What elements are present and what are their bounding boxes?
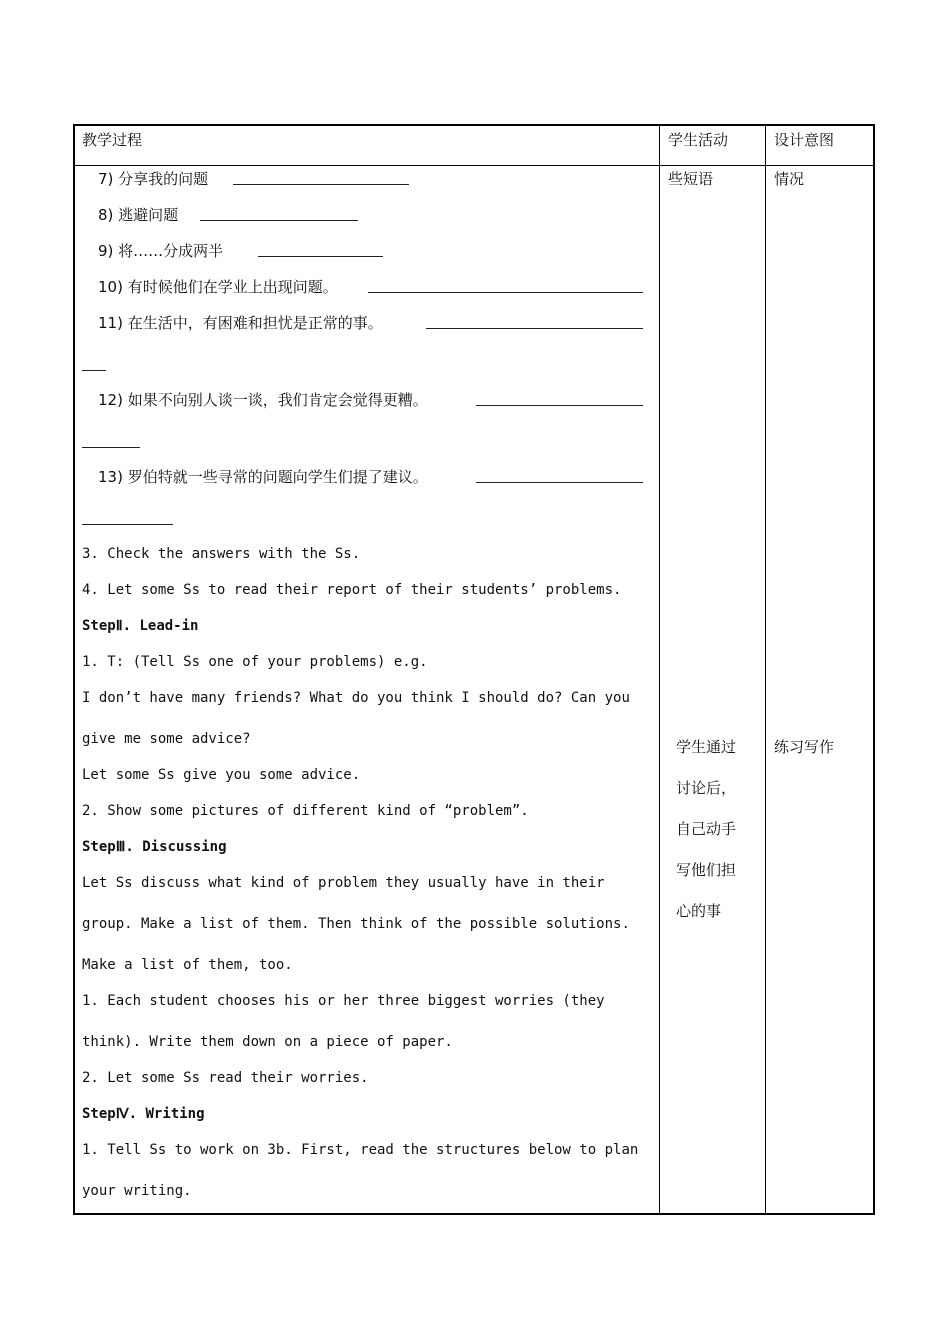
design-intent-writing: 练习写作 xyxy=(774,738,835,756)
step-line: your writing. xyxy=(82,1183,192,1199)
step-line: 2. Let some Ss read their worries. xyxy=(82,1070,369,1086)
phrase-item: 13) 罗伯特就一些寻常的问题向学生们提了建议。 xyxy=(98,468,428,486)
answer-blank[interactable] xyxy=(258,256,383,257)
phrase-item: 7) 分享我的问题 xyxy=(98,170,209,188)
step-heading: StepⅣ. Writing xyxy=(82,1106,205,1122)
step-line: 3. Check the answers with the Ss. xyxy=(82,546,361,562)
answer-blank[interactable] xyxy=(476,405,643,406)
step-line: 1. Each student chooses his or her three biggest worries (they xyxy=(82,993,605,1009)
step-line: 1. Tell Ss to work on 3b. First, read the structures below to plan xyxy=(82,1142,639,1158)
phrase-item: 10) 有时候他们在学业上出现问题。 xyxy=(98,278,338,296)
student-activity-line: 讨论后， xyxy=(676,779,737,797)
phrase-item: 9) 将……分成两半 xyxy=(98,242,224,260)
answer-blank[interactable] xyxy=(200,220,358,221)
column-divider-1 xyxy=(659,126,660,1213)
step-line: Make a list of them, too. xyxy=(82,957,293,973)
step-line: Let some Ss give you some advice. xyxy=(82,767,361,783)
step-line: 1. T: (Tell Ss one of your problems) e.g. xyxy=(82,654,428,670)
answer-blank-continued[interactable] xyxy=(82,370,106,371)
step-line: I don’t have many friends? What do you think I should do? Can you xyxy=(82,690,630,706)
step-line: 2. Show some pictures of different kind of “problem”. xyxy=(82,803,529,819)
answer-blank[interactable] xyxy=(233,184,409,185)
step-line: 4. Let some Ss to read their report of their students’ problems. xyxy=(82,582,622,598)
step-heading: StepⅡ. Lead-in xyxy=(82,618,199,634)
answer-blank-continued[interactable] xyxy=(82,447,140,448)
student-activity-top: 些短语 xyxy=(668,170,714,188)
answer-blank[interactable] xyxy=(426,328,643,329)
student-activity-line: 自己动手 xyxy=(676,820,737,838)
answer-blank[interactable] xyxy=(476,482,643,483)
header-divider xyxy=(75,165,873,166)
column-divider-2 xyxy=(765,126,766,1213)
header-design-intent: 设计意图 xyxy=(774,131,835,149)
step-heading: StepⅢ. Discussing xyxy=(82,839,227,855)
phrase-item: 8) 逃避问题 xyxy=(98,206,179,224)
student-activity-line: 写他们担 xyxy=(676,861,737,879)
step-line: think). Write them down on a piece of paper. xyxy=(82,1034,453,1050)
student-activity-line: 心的事 xyxy=(676,902,722,920)
answer-blank-continued[interactable] xyxy=(82,524,173,525)
header-teaching-process: 教学过程 xyxy=(82,131,143,149)
step-line: Let Ss discuss what kind of problem they usually have in their xyxy=(82,875,605,891)
phrase-item: 11) 在生活中，有困难和担忧是正常的事。 xyxy=(98,314,383,332)
step-line: give me some advice? xyxy=(82,731,251,747)
answer-blank[interactable] xyxy=(368,292,643,293)
header-student-activity: 学生活动 xyxy=(668,131,729,149)
step-line: group. Make a list of them. Then think of the possible solutions. xyxy=(82,916,630,932)
phrase-item: 12) 如果不向别人谈一谈，我们肯定会觉得更糟。 xyxy=(98,391,428,409)
design-intent-top: 情况 xyxy=(774,170,805,188)
student-activity-line: 学生通过 xyxy=(676,738,737,756)
